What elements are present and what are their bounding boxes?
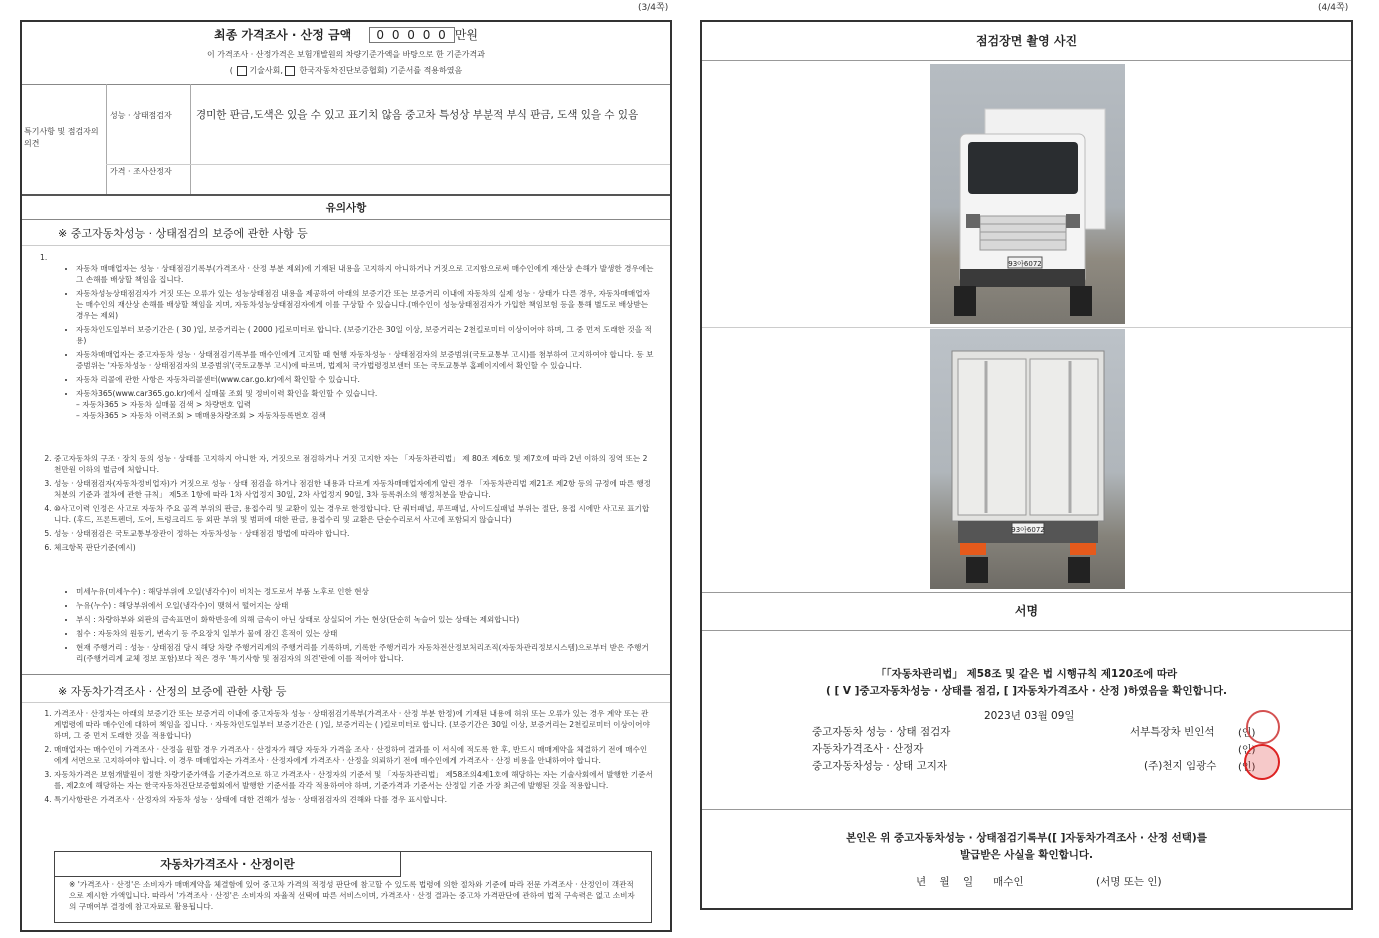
checkbox-kaida xyxy=(285,66,295,76)
numbered-item: 2. 중고자동차의 구조 · 장치 등의 성능 · 상태를 고지하지 아니한 자, 거짓으로 점검하거나 거짓 고지한 자는 「자동차관리법」 제 80조 제6호 및 제7호에 따라 2년 이하의 징역 또는 2천만원 이하의 벌금에 처합니다. xyxy=(54,453,654,475)
bullet-item: • 자동차성능상태점검자가 거짓 또는 오류가 있는 성능상태점검 내용을 제공하여 아래의 보증기간 또는 보증거리 이내에 자동차의 실제 성능 · 상태가 다른 경우, 자동차매매업자는 매수인의 재산상 손해를 배상할 책임을 지며, 자동차성능상태점검자에게 이를 구상할 수 있습니다.(매수인이 성능상태점검자가 가입한 책임보험 등을 통해 별도로 배상받는 경우는 제외) xyxy=(76,288,654,321)
numbered-item: 2. 매매업자는 매수인이 가격조사 · 산정을 원할 경우 가격조사 · 산정자가 해당 자동차 가격을 조사 · 산정하여 결과를 이 서식에 적도록 한 후, 반드시 매매계약을 체결하기 전에 매수인에게 서면으로 고지하여야 합니다. 이 경우 매매업자는 가격조사 · 산정자에게 가격조사 · 산정을 의뢰하기 전에 매수인에게 가격조사 · 산정 비용을 안내하여야 합니다. xyxy=(54,744,654,766)
criteria-item: • 미세누유(미세누수) : 해당부위에 오일(냉각수)이 비치는 정도로서 부품 노후로 인한 현상 xyxy=(76,586,654,597)
notice-title: 유의사항 xyxy=(325,202,367,214)
definition-box xyxy=(54,851,652,923)
signature-title: 서명 xyxy=(1014,604,1039,618)
numbered-item: 4. ⑩사고이력 인정은 사고로 자동차 주요 골격 부위의 판금, 용접수리 및 교환이 있는 경우로 한정합니다. 단 쿼터패널, 루프패널, 사이드실패널 부위는 절단, 용접 시에만 사고로 표기합니다. (후드, 프론트펜더, 도어, 트렁크리드 등 외판 부위 및 범퍼에 대한 판금, 용접수리 및 교환은 단순수리로서 사고에 포함되지 않습니다) xyxy=(54,503,654,525)
page-number-right: (4/4쪽) xyxy=(1318,3,1349,13)
opinion-label: 특기사항 및 점검자의 의견 xyxy=(24,127,99,148)
receipt-line-2: 발급받은 사실을 확인합니다. xyxy=(959,849,1093,861)
section1-bullets xyxy=(64,263,654,424)
numbered-item: 6. 체크항목 판단기준(예시) xyxy=(54,542,654,553)
price-note: 이 가격조사 · 산정가격은 보험개발원의 차량기준가액을 바탕으로 한 기준가격과 xyxy=(207,50,485,59)
section2-title: ※ 자동차가격조사 · 산정의 보증에 관한 사항 등 xyxy=(58,685,287,698)
inspector-label: 성능 · 상태점검자 xyxy=(110,111,172,120)
appraiser-seal-label: (인) xyxy=(1238,745,1256,756)
seal-stamp-1 xyxy=(1246,710,1280,744)
bullet-item: • 자동차365(www.car365.go.kr)에서 실매물 조회 및 정비이력 확인을 확인할 수 있습니다. – 자동차365 > 자동차 실매물 검색 > 차량번호 입력 – 자동차365 > 자동차 이력조회 > 매매용차량조회 > 자동차등록번호 검색 xyxy=(76,388,654,421)
price-title: 최종 가격조사 · 산정 금액 xyxy=(213,28,352,42)
criteria-list xyxy=(64,586,654,667)
notifier-seal-label: (인) xyxy=(1238,762,1256,773)
inspector-role: 중고자동차 성능 · 상태 점검자 xyxy=(812,726,951,738)
truck-rear-photo xyxy=(930,329,1125,589)
truck-rear-graphic xyxy=(930,329,1125,589)
section1-items xyxy=(38,453,654,556)
price-unit: 만원 xyxy=(454,28,478,42)
criteria-item: • 부식 : 차량하부와 외판의 금속표면이 화학반응에 의해 금속이 아닌 상태로 상실되어 가는 현상(단순히 녹슬어 있는 상태는 제외합니다) xyxy=(76,614,654,625)
sign-date: 2023년 03월 09일 xyxy=(984,710,1075,722)
law-line: 「「자동차관리법」 제58조 및 같은 법 시행규칙 제120조에 따라 xyxy=(875,668,1178,680)
seal-stamp-2 xyxy=(1244,744,1280,780)
front-plate-text: 93아6072 xyxy=(1008,260,1042,268)
definition-title: 자동차가격조사 · 산정이란 xyxy=(55,852,401,877)
notifier-name: (주)천지 임광수 xyxy=(1144,760,1217,772)
page-4 xyxy=(700,20,1353,910)
photos-title: 점검장면 촬영 사진 xyxy=(975,34,1078,48)
bullet-item: • 자동차인도일부터 보증기간은 ( 30 )일, 보증거리는 ( 2000 )킬로미터로 합니다. (보증기간은 30일 이상, 보증거리는 2천킬로미터 이상이어야 하며, 그 중 먼저 도래한 것을 적용) xyxy=(76,324,654,346)
criteria-item: • 침수 : 자동차의 원동기, 변속기 등 주요장치 일부가 물에 잠긴 흔적이 있는 상태 xyxy=(76,628,654,639)
bullet-item: • 자동차 매매업자는 성능 · 상태점검기록부(가격조사 · 산정 부분 제외)에 기재된 내용을 고지하지 아니하거나 거짓으로 고지함으로써 매수인에게 재산상 손해가 발생한 경우에는 그 손해를 배상할 책임을 집니다. xyxy=(76,263,654,285)
appraiser-label: 가격 · 조사산정자 xyxy=(110,167,172,176)
criteria-item: • 현재 주행거리 : 성능 · 상태점검 당시 해당 차량 주행거리계의 주행거리를 기록하며, 기록한 주행거리가 자동차전산정보처리조직(자동차관리정보시스템)으로부터 받은 주행거리(주행거리계 교체 정보 포함)보다 적은 경우 '특기사항 및 점검자의 의견'란에 이를 적어야 합니다. xyxy=(76,642,654,664)
price-heading xyxy=(22,26,670,43)
inspector-seal-label: (인) xyxy=(1238,728,1256,739)
confirm-line: ( [ V ]중고자동차성능 · 상태를 점검, [ ]자동차가격조사 · 산정 )하였음을 확인합니다. xyxy=(825,685,1228,697)
page-3 xyxy=(20,20,672,932)
numbered-item: 4. 특기사항란은 가격조사 · 산정자의 자동차 성능 · 상태에 대한 견해가 성능 · 상태점검자의 견해와 다를 경우 표시합니다. xyxy=(54,794,654,805)
price-amount: 0 0 0 0 0 xyxy=(369,27,454,43)
notifier-role: 중고자동차성능 · 상태 고지자 xyxy=(812,760,948,772)
checkbox-tech xyxy=(237,66,247,76)
numbered-item: 3. 자동차가격은 보험개발원이 정한 차량기준가액을 기준가격으로 하고 가격조사 · 산정자의 기준서 및 「자동차관리법」 제58조의4제1호에 해당하는 자는 기술사회에서 발행한 기준서를, 제2호에 해당하는 자는 한국자동차진단보증협회에서 발행한 기준서를 각각 적용하여야 하며, 기준가격과 기준서는 산정일 기준 가장 최근에 발행된 것을 적용합니다. xyxy=(54,769,654,791)
appraiser-role: 자동차가격조사 · 산정자 xyxy=(812,743,924,755)
numbered-item: 5. 성능 · 상태점검은 국토교통부장관이 정하는 자동차성능 · 상태점검 방법에 따라야 합니다. xyxy=(54,528,654,539)
buyer-date-line: 년 월 일 매수인 xyxy=(916,876,1024,888)
definition-text: ※ '가격조사 · 산정'은 소비자가 매매계약을 체결함에 있어 중고차 가격의 적정성 판단에 참고할 수 있도록 법령에 의한 절차와 기준에 따라 전문 가격조사 · 산정인이 객관적으로 제시한 가액입니다. 따라서 '가격조사 · 산정'은 소비자의 자율적 선택에 따른 서비스이며, 가격조사 · 산정 결과는 중고차 가격판단에 관하여 법적 구속력은 없고 소비자의 구매여부 결정에 참고자료로 활용됩니다. xyxy=(69,880,635,911)
truck-front-graphic xyxy=(930,64,1125,324)
numbered-item: 3. 성능 · 상태점검자(자동차정비업자)가 거짓으로 성능 · 상태 점검을 하거나 점검한 내용과 다르게 자동차매매업자에게 알린 경우 「자동차관리법 제21조 제2항 등의 규정에 따른 행정처분의 기준과 절차에 관한 규칙」 제5조 1항에 따라 1차 사업정지 30일, 2차 사업정지 90일, 3차 등록취소의 행정처분을 받습니다. xyxy=(54,478,654,500)
bullet-item: • 자동차 리콜에 관한 사항은 자동차리콜센터(www.car.go.kr)에서 확인할 수 있습니다. xyxy=(76,374,654,385)
page-number-left: (3/4쪽) xyxy=(638,3,669,13)
price-standard-line: ( 기술사회, 한국자동차진단보증협회) 기준서를 적용하였음 xyxy=(229,66,463,75)
section2-items xyxy=(38,708,654,808)
receipt-line-1: 본인은 위 중고자동차성능 · 상태점검기록부([ ]자동차가격조사 · 산정 선택)를 xyxy=(846,832,1207,844)
inspector-opinion-text: 경미한 판금,도색은 있을 수 있고 표기치 않음 중고차 특성상 부분적 부식 판금, 도색 있을 수 있음 xyxy=(196,109,639,121)
numbered-item: 1. 가격조사 · 산정자는 아래의 보증기간 또는 보증거리 이내에 중고자동차 성능 · 상태점검기록부(가격조사 · 산정 부분 한정)에 기재된 내용에 허위 또는 오류가 있는 경우 계약 또는 관계법령에 따라 매수인에 대하여 책임을 집니다. · 자동차인도일부터 보증기간은 ( )일, 보증거리는 ( )킬로미터로 합니다. (보증기간은 30일 이상, 보증거리는 2천킬로미터 이상이어야 하며, 그 중 먼저 도래한 것을 적용합니다) xyxy=(54,708,654,741)
section1-title: ※ 중고자동차성능 · 상태점검의 보증에 관한 사항 등 xyxy=(58,227,308,240)
criteria-item: • 누유(누수) : 해당부위에서 오일(냉각수)이 맺혀서 떨어지는 상태 xyxy=(76,600,654,611)
rear-plate-text: 93아6072 xyxy=(1011,526,1045,534)
bullet-item: • 자동차매매업자는 중고자동차 성능 · 상태점검기록부를 매수인에게 고지할 때 현행 자동차성능 · 상태점검자의 보증범위(국토교통부 고시)를 첨부하여 고지하여야 합니다. 동 보증범위는 '자동차성능 · 상태점검자의 보증범위'(국토교통부 고시)에 따르며, 법제처 국가법령정보센터 또는 국토교통부 홈페이지에서 확인할 수 있습니다. xyxy=(76,349,654,371)
inspector-name: 서부특장차 빈인석 xyxy=(1130,726,1215,738)
truck-front-photo xyxy=(930,64,1125,324)
item1-number: 1. xyxy=(40,253,48,262)
buyer-sign-field: (서명 또는 인) xyxy=(1096,876,1162,888)
